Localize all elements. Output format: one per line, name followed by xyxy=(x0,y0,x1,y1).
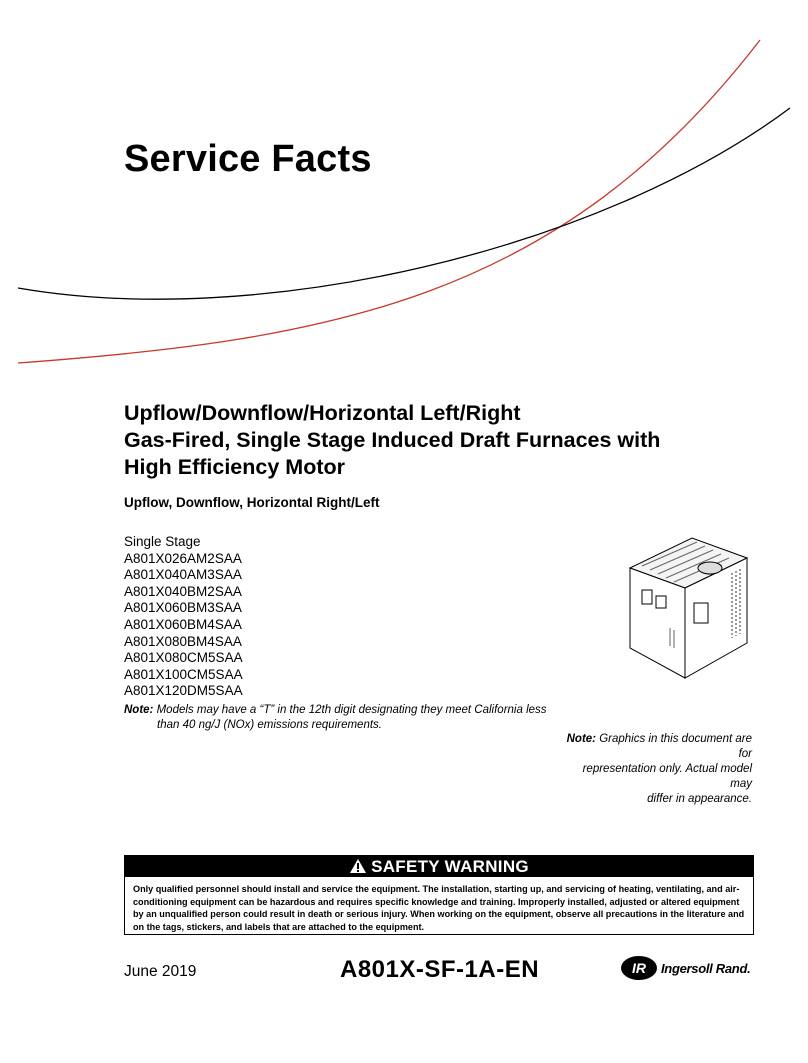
model-number: A801X120DM5SAA xyxy=(124,683,243,699)
product-title xyxy=(124,400,764,481)
safety-warning-header xyxy=(125,856,753,877)
model-number: A801X026AM2SAA xyxy=(124,550,242,566)
graphics-note xyxy=(560,732,752,807)
note-text: representation only. Actual model may xyxy=(582,763,752,790)
model-number: A801X080BM4SAA xyxy=(124,633,242,649)
furnace-illustration xyxy=(612,528,752,688)
model-list xyxy=(124,534,243,700)
note-text: Models may have a “T” in the 12th digit designating they meet California less xyxy=(156,704,547,716)
safety-warning-box xyxy=(124,855,754,935)
logo-mark-text: IR xyxy=(632,960,646,976)
warning-triangle-icon xyxy=(349,858,367,874)
ingersoll-rand-logo xyxy=(620,955,750,981)
note-text: Graphics in this document are for xyxy=(599,733,752,760)
document-number: A801X-SF-1A-EN xyxy=(340,956,540,983)
configurations: Upflow, Downflow, Horizontal Right/Left xyxy=(124,495,380,510)
model-number: A801X100CM5SAA xyxy=(124,666,243,682)
safety-warning-heading: SAFETY WARNING xyxy=(371,857,529,876)
note-label: Note: xyxy=(566,733,597,745)
note-text: differ in appearance. xyxy=(647,793,752,805)
model-number: A801X080CM5SAA xyxy=(124,650,243,666)
ir-logo-mark xyxy=(620,955,658,981)
model-number: A801X060BM4SAA xyxy=(124,616,242,632)
page-title: Service Facts xyxy=(124,138,372,180)
publication-date: June 2019 xyxy=(124,963,197,980)
safety-warning-text: Only qualified personnel should install and service the equipment. The installation, starting up, and servicing of heating, ventilating, and air-conditioning equipment can be hazardous and requires specific knowledge and training. Improperly installed, adjusted or altered equipment by an unqualified person could result in death or serious injury. When working on the equipment, observe all precautions in the literature and on the tags, stickers, and labels that are attached to the equipment. xyxy=(133,884,745,932)
product-title-line: High Efficiency Motor xyxy=(124,455,345,479)
model-number: A801X040BM2SAA xyxy=(124,583,242,599)
model-number: A801X040AM3SAA xyxy=(124,567,242,583)
stage-label: Single Stage xyxy=(124,534,201,549)
models-note xyxy=(124,703,564,733)
red-arc xyxy=(18,40,760,363)
product-title-line: Upflow/Downflow/Horizontal Left/Right xyxy=(124,401,521,425)
model-number: A801X060BM3SAA xyxy=(124,600,242,616)
product-title-line: Gas-Fired, Single Stage Induced Draft Furnaces with xyxy=(124,428,661,452)
note-text: than 40 ng/J (NOx) emissions requirements. xyxy=(157,719,382,731)
note-label: Note: xyxy=(124,704,154,716)
brand-name: Ingersoll Rand. xyxy=(661,960,751,976)
